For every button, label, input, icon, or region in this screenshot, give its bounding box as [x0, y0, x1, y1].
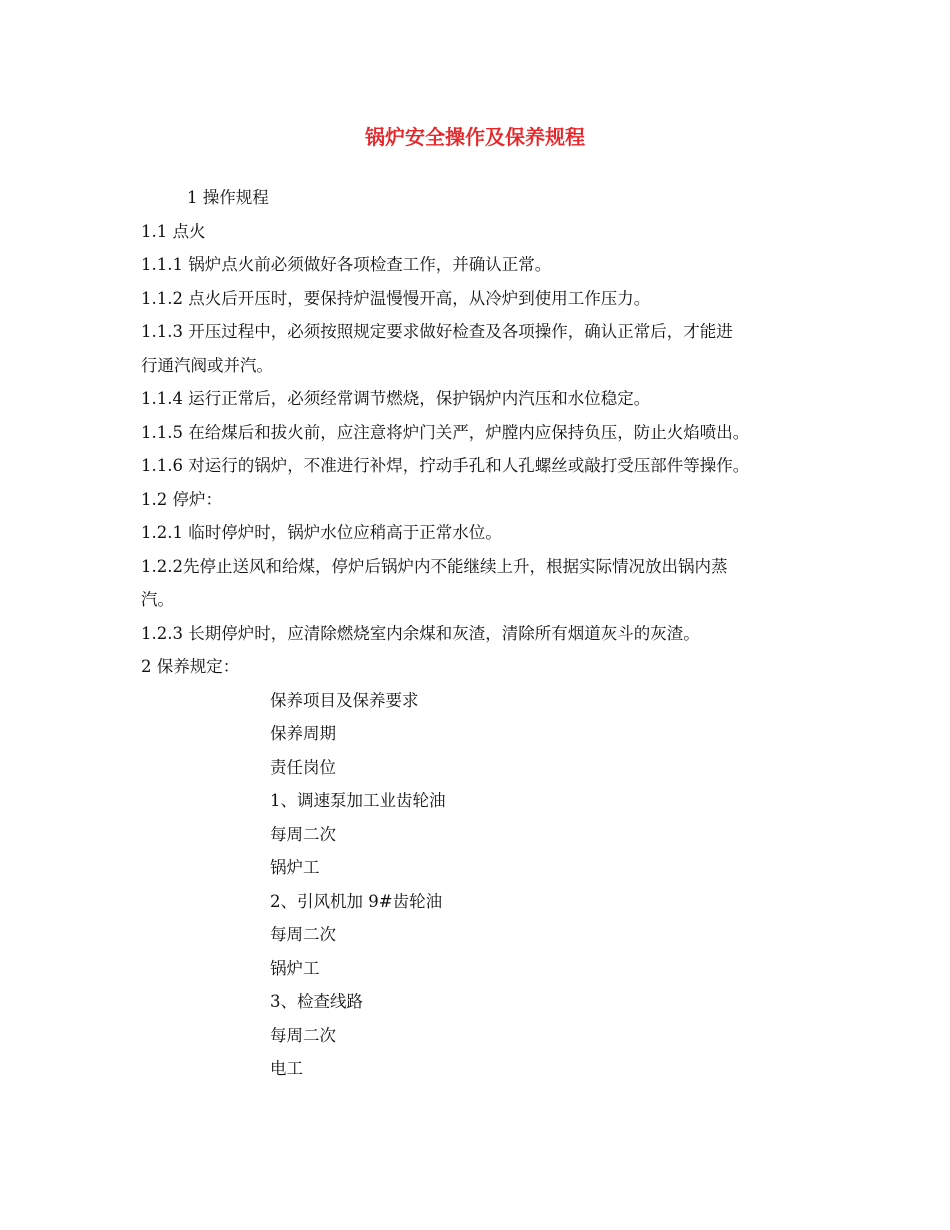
- text-line: 1.2 停炉：: [141, 489, 222, 509]
- text-line: 2、引风机加 9#齿轮油: [270, 891, 443, 911]
- text-line: 保养项目及保养要求: [270, 690, 419, 710]
- text-line: 2 保养规定：: [141, 657, 240, 676]
- text-line: 每周二次: [270, 824, 336, 844]
- text-line: 3、检查线路: [270, 992, 363, 1011]
- text-line: 1.1 点火: [141, 221, 206, 241]
- text-line: 1.2.2先停止送风和给煤，停炉后锅炉内不能继续上升，根据实际情况放出锅内蒸: [141, 556, 728, 576]
- text-line: 行通汽阀或并汽。: [141, 355, 273, 375]
- text-line: 1.2.3 长期停炉时，应清除燃烧室内余煤和灰渣，清除所有烟道灰斗的灰渣。: [141, 623, 700, 643]
- text-line: 1.1.4 运行正常后，必须经常调节燃烧，保护锅炉内汽压和水位稳定。: [141, 389, 651, 408]
- text-line: 1.1.6 对运行的锅炉，不准进行补焊，拧动手孔和人孔螺丝或敲打受压部件等操作。: [141, 456, 750, 475]
- document-title: 锅炉安全操作及保养规程: [365, 125, 585, 149]
- text-line: 汽。: [141, 590, 174, 609]
- text-line: 1.2.1 临时停炉时，锅炉水位应稍高于正常水位。: [141, 523, 502, 542]
- text-line: 保养周期: [270, 724, 336, 743]
- document-body: [141, 181, 841, 1086]
- text-line: 1.1.1 锅炉点火前必须做好各项检查工作，并确认正常。: [141, 255, 552, 274]
- text-line: 责任岗位: [270, 757, 336, 777]
- text-line: 每周二次: [270, 1025, 336, 1045]
- text-line: 1、调速泵加工业齿轮油: [270, 791, 446, 810]
- text-line: 1.1.5 在给煤后和拔火前，应注意将炉门关严，炉膛内应保持负压，防止火焰喷出。: [141, 422, 750, 442]
- text-line: 锅炉工: [270, 858, 320, 877]
- text-line: 1 操作规程: [187, 188, 269, 207]
- text-line: 1.1.3 开压过程中，必须按照规定要求做好检查及各项操作，确认正常后，才能进: [141, 322, 733, 341]
- text-line: 1.1.2 点火后开压时，要保持炉温慢慢开高，从冷炉到使用工作压力。: [141, 288, 651, 308]
- text-line: 电工: [270, 1059, 303, 1078]
- text-line: 每周二次: [270, 925, 336, 944]
- text-line: 锅炉工: [270, 958, 320, 978]
